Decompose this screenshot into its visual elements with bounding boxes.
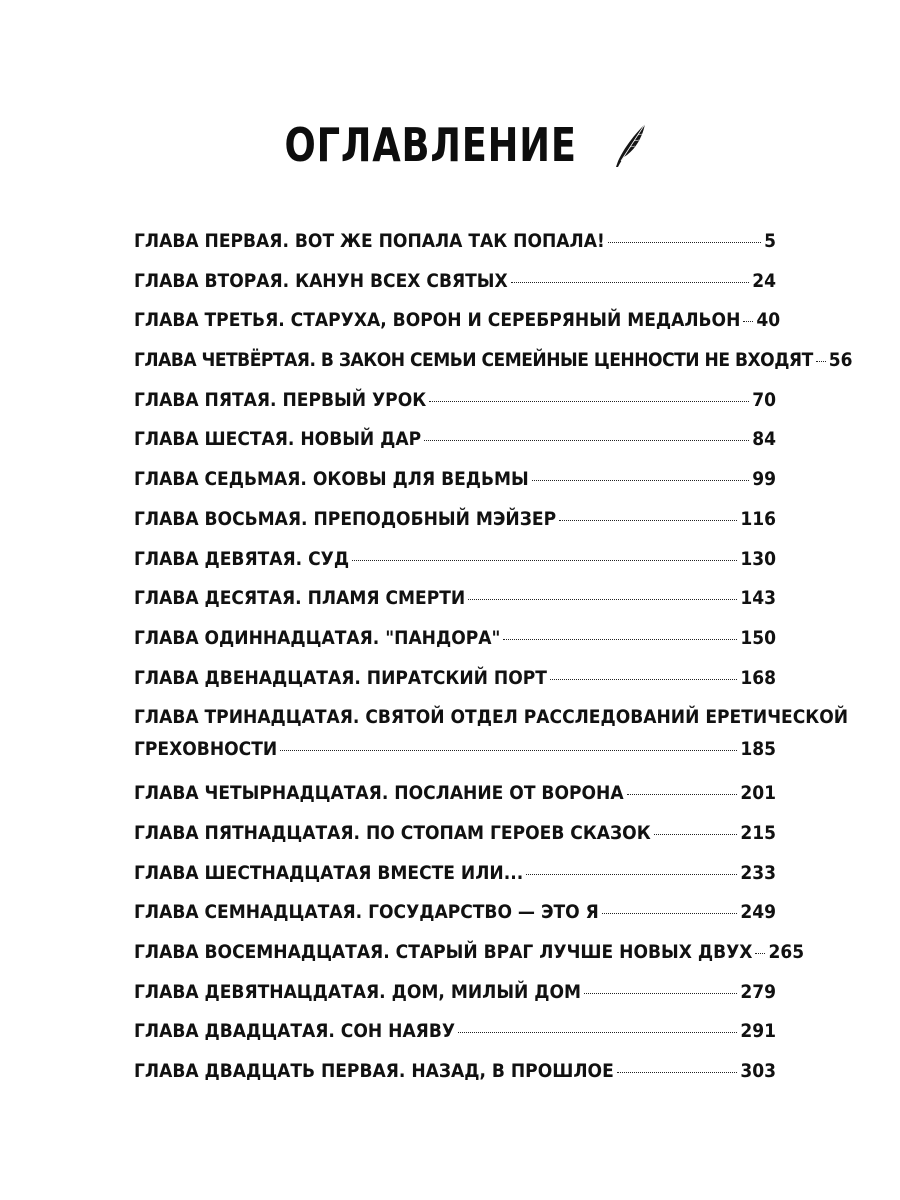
chapter-title: ГЛАВА ДВЕНАДЦАТАЯ. ПИРАТСКИЙ ПОРТ — [134, 666, 547, 689]
dot-leader — [654, 834, 738, 835]
toc-entry[interactable] — [134, 349, 853, 389]
dot-leader — [627, 794, 738, 795]
chapter-title: ГЛАВА ДЕВЯТАЯ. СУД — [134, 547, 350, 570]
dot-leader — [532, 480, 749, 481]
toc-entry[interactable] — [134, 548, 776, 588]
toc-entry[interactable] — [134, 508, 776, 548]
dot-leader — [559, 520, 737, 521]
dot-leader — [550, 679, 737, 680]
page-number: 249 — [740, 901, 776, 924]
dot-leader — [755, 953, 765, 954]
dot-leader — [503, 639, 737, 640]
chapter-title: ГЛАВА ВТОРАЯ. КАНУН ВСЕХ СВЯТЫХ — [134, 269, 508, 292]
dot-leader — [617, 1072, 738, 1073]
dot-leader — [511, 282, 750, 283]
dot-leader — [280, 750, 737, 751]
page-number: 130 — [740, 547, 776, 570]
dot-leader — [526, 874, 737, 875]
chapter-title-continuation — [134, 738, 776, 774]
chapter-title: ГЛАВА ШЕСТНАДЦАТАЯ ВМЕСТЕ ИЛИ... — [134, 861, 524, 884]
dot-leader — [743, 321, 753, 322]
toc-entry[interactable] — [134, 230, 776, 270]
chapter-title: ГЛАВА ПЯТНАДЦАТАЯ. ПО СТОПАМ ГЕРОЕВ СКАЗОК — [134, 821, 651, 844]
chapter-title: ГЛАВА ВОСЕМНАДЦАТАЯ. СТАРЫЙ ВРАГ ЛУЧШЕ НОВЫХ ДВУХ — [134, 941, 753, 963]
chapter-title: ГЛАВА ТРЕТЬЯ. СТАРУХА, ВОРОН И СЕРЕБРЯНЫЙ МЕДАЛЬОН — [134, 309, 741, 332]
chapter-title: ГЛАВА ДВАДЦАТЬ ПЕРВАЯ. НАЗАД, В ПРОШЛОЕ — [134, 1060, 614, 1083]
page-number: 185 — [740, 738, 776, 761]
toc-entry[interactable] — [134, 1020, 776, 1060]
toc-entry[interactable] — [134, 941, 805, 981]
dot-leader — [424, 440, 749, 441]
chapter-title: ГЛАВА ЧЕТЫРНАДЦАТАЯ. ПОСЛАНИЕ ОТ ВОРОНА — [134, 782, 624, 805]
page-number: 70 — [752, 388, 776, 411]
toc-entry[interactable] — [134, 270, 776, 310]
toc-header — [0, 118, 900, 172]
page-number: 201 — [740, 782, 776, 805]
toc-entry[interactable] — [134, 587, 776, 627]
page-number: 265 — [768, 941, 805, 963]
page-number: 303 — [740, 1060, 776, 1083]
toc-entry[interactable] — [134, 309, 781, 349]
chapter-title: ГЛАВА СЕДЬМАЯ. ОКОВЫ ДЛЯ ВЕДЬМЫ — [134, 468, 529, 491]
chapter-title: ГЛАВА ПЕРВАЯ. ВОТ ЖЕ ПОПАЛА ТАК ПОПАЛА! — [134, 230, 605, 252]
toc-entry[interactable] — [134, 1060, 776, 1100]
chapter-title: ГЛАВА ПЯТАЯ. ПЕРВЫЙ УРОК — [134, 388, 427, 411]
page-number: 150 — [740, 626, 776, 649]
chapter-title: ГЛАВА ВОСЬМАЯ. ПРЕПОДОБНЫЙ МЭЙЗЕР — [134, 507, 557, 530]
chapter-title: ГЛАВА ДЕСЯТАЯ. ПЛАМЯ СМЕРТИ — [134, 587, 466, 610]
page-number: 168 — [740, 666, 776, 689]
toc-entry[interactable] — [134, 862, 776, 902]
page-number: 40 — [756, 309, 781, 332]
dot-leader — [602, 913, 737, 914]
dot-leader — [429, 401, 749, 402]
toc-entry[interactable] — [134, 428, 776, 468]
toc-entry[interactable] — [134, 627, 776, 667]
page-number: 56 — [828, 349, 853, 372]
dot-leader — [458, 1032, 737, 1033]
toc-entry[interactable] — [134, 901, 776, 941]
page-number: 233 — [740, 861, 776, 884]
page-title: ОГЛАВЛЕНИЕ — [284, 118, 577, 172]
page-number: 279 — [740, 980, 776, 1003]
chapter-title: ГЛАВА ДЕВЯТНАЦДАТАЯ. ДОМ, МИЛЫЙ ДОМ — [134, 980, 582, 1003]
feather-icon — [612, 121, 652, 169]
page-number: 291 — [740, 1020, 776, 1043]
chapter-title: ГЛАВА ДВАДЦАТАЯ. СОН НАЯВУ — [134, 1020, 456, 1043]
toc-list — [134, 230, 853, 1100]
chapter-title: ГЛАВА ШЕСТАЯ. НОВЫЙ ДАР — [134, 428, 422, 451]
chapter-title: ГЛАВА СЕМНАДЦАТАЯ. ГОСУДАРСТВО — ЭТО Я — [134, 901, 599, 924]
chapter-title: ГЛАВА ЧЕТВЁРТАЯ. В ЗАКОН СЕМЬИ СЕМЕЙНЫЕ ЦЕННОСТИ НЕ ВХОДЯТ — [134, 349, 813, 372]
page-number: 24 — [752, 269, 776, 292]
page-number: 215 — [740, 821, 776, 844]
toc-entry[interactable] — [134, 468, 776, 508]
toc-entry[interactable] — [134, 981, 776, 1021]
page-number: 84 — [752, 428, 776, 451]
toc-entry[interactable] — [134, 822, 776, 862]
dot-leader — [608, 242, 761, 243]
page-number: 143 — [740, 587, 776, 610]
page-number: 99 — [752, 468, 776, 491]
dot-leader — [352, 560, 737, 561]
page-number: 116 — [740, 507, 776, 530]
page-number: 5 — [764, 230, 776, 252]
chapter-title-line2: ГРЕХОВНОСТИ — [134, 738, 278, 761]
dot-leader — [468, 599, 737, 600]
dot-leader — [584, 993, 737, 994]
toc-entry[interactable] — [134, 389, 776, 429]
toc-entry[interactable] — [134, 782, 776, 822]
toc-entry[interactable] — [134, 667, 776, 707]
dot-leader — [816, 361, 826, 362]
toc-entry[interactable] — [134, 706, 849, 782]
chapter-title: ГЛАВА ТРИНАДЦАТАЯ. СВЯТОЙ ОТДЕЛ РАССЛЕДОВАНИЙ ЕРЕТИЧЕСКОЙ — [134, 706, 849, 729]
chapter-title: ГЛАВА ОДИННАДЦАТАЯ. "ПАНДОРА" — [134, 626, 501, 649]
